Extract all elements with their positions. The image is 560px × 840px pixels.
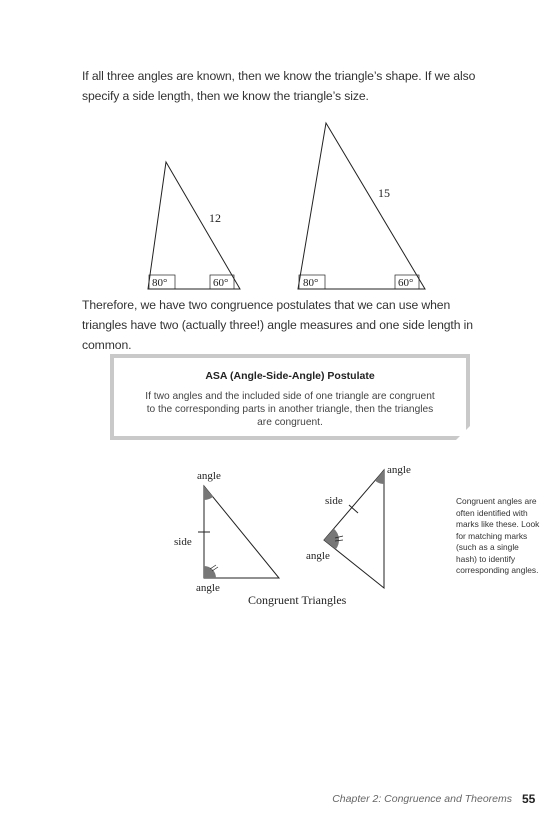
right-top-angle-wedge — [375, 470, 384, 484]
large-triangle-side-label: 15 — [378, 186, 390, 200]
congruent-figure-caption: Congruent Triangles — [248, 593, 347, 607]
right-congruent-triangle — [324, 470, 384, 588]
large-triangle-left-angle: 80° — [303, 277, 319, 289]
large-triangle-right-angle: 60° — [398, 277, 414, 289]
left-side-label: side — [174, 536, 192, 548]
left-bottom-angle-mark-1 — [210, 565, 216, 569]
right-top-angle-label: angle — [387, 464, 411, 476]
small-triangle-right-angle: 60° — [213, 277, 229, 289]
footer-chapter-title: Chapter 2: Congruence and Theorems — [332, 793, 512, 805]
postulate-body: If two angles and the included side of one triangle are congruent to the corresponding parts in another triangle, then the triangles are congruent. — [145, 391, 435, 428]
intro-paragraph: If all three angles are known, then we know the triangle’s shape. If we also specify a side length, then we know the triangle’s size. — [82, 69, 476, 103]
left-top-angle-label: angle — [197, 470, 221, 482]
left-bottom-angle-label: angle — [196, 582, 220, 594]
left-congruent-triangle — [204, 486, 279, 578]
left-bottom-angle-wedge — [204, 566, 216, 578]
small-triangle-side-label: 12 — [209, 211, 221, 225]
left-bottom-angle-mark-2 — [212, 567, 218, 571]
margin-note: Congruent angles are often identified with marks like these. Look for matching marks (such as a single hash) to identify corresponding angles. — [456, 496, 540, 575]
page-number: 55 — [522, 792, 536, 806]
right-side-label: side — [325, 495, 343, 507]
small-triangle-left-angle: 80° — [152, 277, 168, 289]
postulate-title: ASA (Angle-Side-Angle) Postulate — [205, 370, 375, 382]
therefore-paragraph: Therefore, we have two congruence postulates that we can use when triangles have two (actually three!) angle measures and one side length in common. — [82, 298, 473, 352]
left-top-angle-wedge — [204, 486, 213, 500]
right-left-angle-label: angle — [306, 550, 330, 562]
